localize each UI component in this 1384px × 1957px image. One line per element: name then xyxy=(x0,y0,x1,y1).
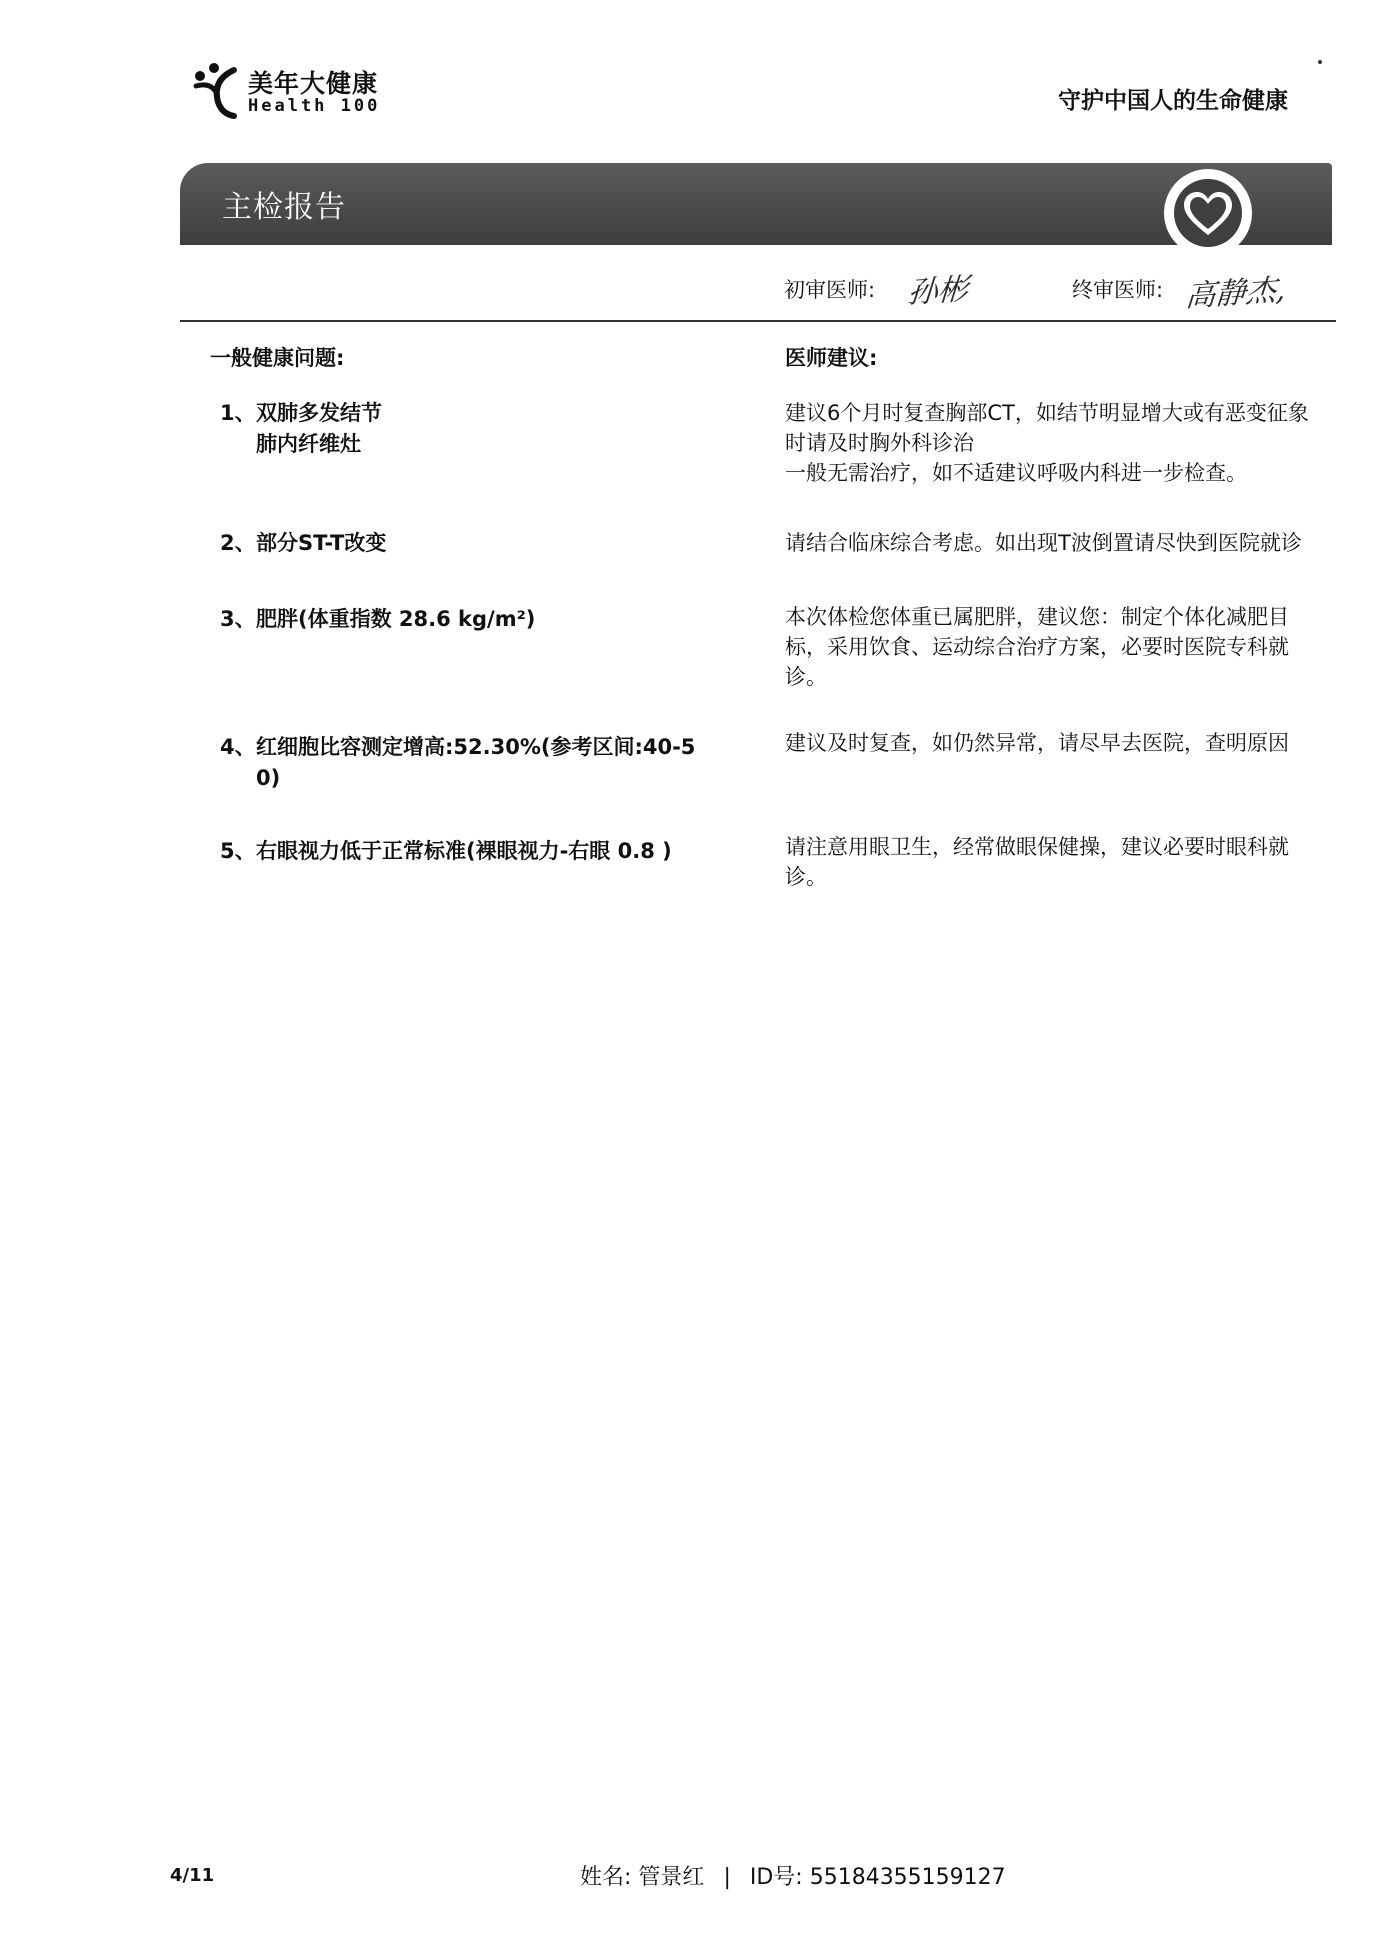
divider xyxy=(180,320,1336,322)
issue-text: 红细胞比容测定增高:52.30%(参考区间:40-5 xyxy=(256,735,696,759)
advice-item xyxy=(785,528,1325,558)
reviewer-row xyxy=(180,262,1332,320)
report-title: 主检报告 xyxy=(222,190,346,225)
first-reviewer-signature: 孙彬 xyxy=(906,271,970,312)
issue-text: 部分ST-T改变 xyxy=(256,531,387,555)
footer-separator: | xyxy=(723,1865,731,1890)
name-label: 姓名: xyxy=(580,1865,632,1890)
advice-header: 医师建议: xyxy=(785,346,878,370)
issue-item xyxy=(220,604,700,635)
advice-text: 建议及时复查，如仍然异常，请尽早去医院，查明原因 xyxy=(785,731,1289,755)
issue-number: 2、 xyxy=(220,531,256,555)
advice-item xyxy=(785,832,1325,892)
id-value: 55184355159127 xyxy=(809,1865,1006,1890)
final-reviewer-signature: 高静杰, xyxy=(1184,272,1287,315)
patient-info xyxy=(580,1860,1006,1891)
final-reviewer-label: 终审医师: xyxy=(1072,278,1164,302)
scan-speck xyxy=(1318,60,1322,64)
advice-text: 请结合临床综合考虑。如出现T波倒置请尽快到医院就诊 xyxy=(785,531,1302,555)
advice-text: 一般无需治疗，如不适建议呼吸内科进一步检查。 xyxy=(785,461,1247,485)
issue-number: 3、 xyxy=(220,607,256,631)
brand-name-cn: 美年大健康 xyxy=(248,69,379,98)
section-banner xyxy=(180,163,1332,245)
advice-text: 诊。 xyxy=(785,665,827,689)
issue-item xyxy=(220,836,700,867)
issue-item xyxy=(220,398,700,460)
advice-text: 时请及时胸外科诊治 xyxy=(785,431,974,455)
advice-text: 诊。 xyxy=(785,865,827,889)
advice-text: 建议6个月时复查胸部CT，如结节明显增大或有恶变征象 xyxy=(785,401,1309,425)
issue-item xyxy=(220,528,700,559)
issue-item xyxy=(220,732,700,794)
heart-icon xyxy=(1160,165,1256,261)
issue-text: 右眼视力低于正常标准(裸眼视力-右眼 0.8 ) xyxy=(256,839,672,863)
brand-logo xyxy=(190,58,390,128)
issue-text: 肥胖(体重指数 28.6 kg/m²) xyxy=(256,607,536,631)
advice-text: 请注意用眼卫生，经常做眼保健操，建议必要时眼科就 xyxy=(785,835,1289,859)
issues-header: 一般健康问题: xyxy=(210,346,345,370)
id-label: ID号: xyxy=(749,1865,803,1890)
brand-slogan: 守护中国人的生命健康 xyxy=(1058,88,1288,114)
advice-item xyxy=(785,602,1325,692)
brand-name-en: Health 100 xyxy=(248,96,381,116)
advice-item xyxy=(785,398,1325,488)
advice-text: 标，采用饮食、运动综合治疗方案，必要时医院专科就 xyxy=(785,635,1289,659)
page-number: 4/11 xyxy=(170,1865,215,1886)
issue-text: 双肺多发结节 xyxy=(256,401,382,425)
brand-mark-icon xyxy=(190,62,248,120)
issue-text: 肺内纤维灶 xyxy=(256,432,361,456)
issue-number: 4、 xyxy=(220,735,256,759)
advice-text: 本次体检您体重已属肥胖，建议您：制定个体化减肥目 xyxy=(785,605,1289,629)
first-reviewer-label: 初审医师: xyxy=(784,278,876,302)
advice-item xyxy=(785,728,1325,758)
name-value: 管景红 xyxy=(638,1865,705,1890)
issue-number: 1、 xyxy=(220,401,256,425)
issue-text: 0) xyxy=(256,766,281,790)
issue-number: 5、 xyxy=(220,839,256,863)
